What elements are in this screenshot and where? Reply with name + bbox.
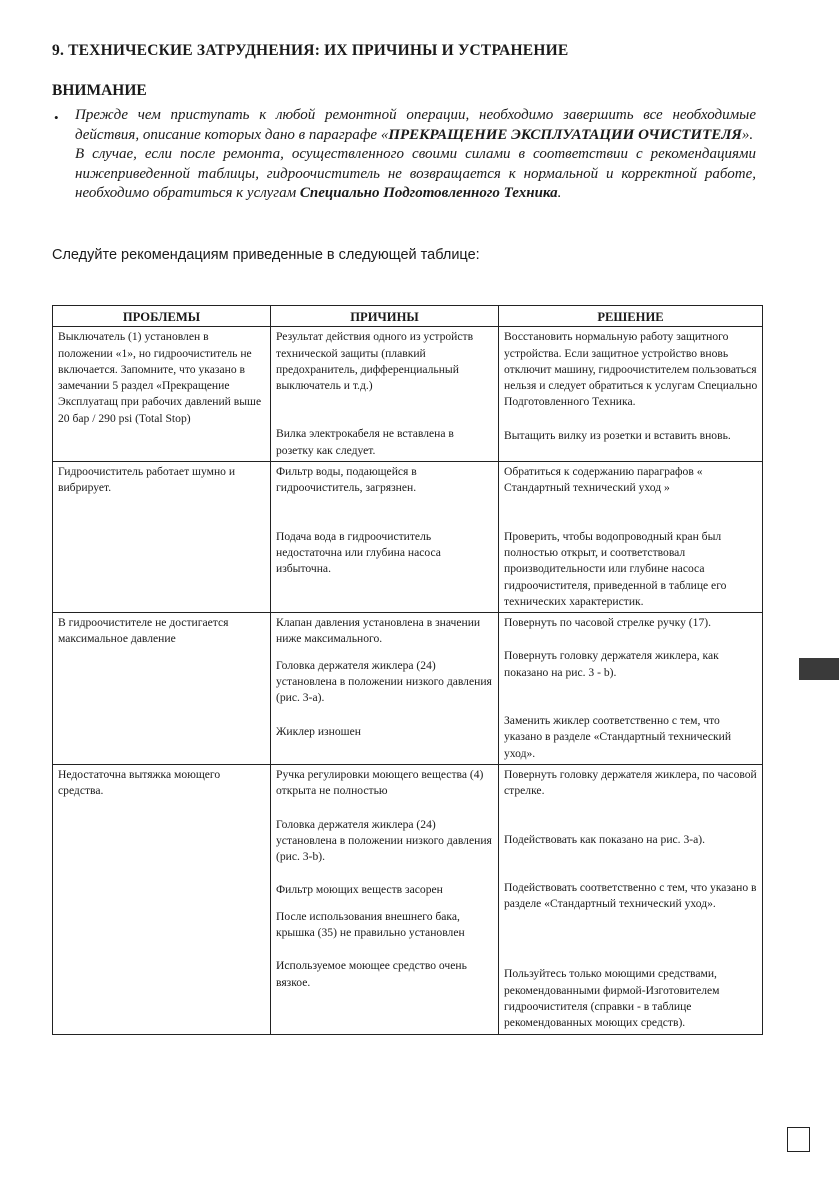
table-row — [53, 764, 763, 1034]
solution-cell: Повернуть по часовой стрелке ручку (17). Повернуть головку держателя жиклера, как показано на рис. 3 - b). Заменить жиклер соответственно с тем, что указано в разделе «Стандартный технический уход». — [499, 613, 763, 765]
bullet-icon: • — [54, 110, 59, 125]
cause-cell: Клапан давления установлена в значении ниже максимального. Головка держателя жиклера (24) установлена в положении низкого давления (рис. 3-а). Жиклер изношен — [271, 613, 499, 765]
solution-cell: Повернуть головку держателя жиклера, по часовой стрелке. Подействовать как показано на рис. 3-а). Подействовать соответственно с тем, что указано в разделе «Стандартный технический уход». Пользуйтесь только моющими средствами, рекомендованными фирмой-Изготовителем гидроочистителя (справки - в таблице рекомендованных моющих средств). — [499, 764, 763, 1034]
page-number-box — [787, 1127, 810, 1152]
cause-cell: Ручка регулировки моющего вещества (4) открыта не полностью Головка держателя жиклера (24) установлена в положении низкого давления (рис. 3-b). Фильтр моющих веществ засорен После использования внешнего бака, крышка (35) не правильно установлен Используемое моющее средство очень вязкое. — [271, 764, 499, 1034]
table-intro: Следуйте рекомендациям приведенные в следующей таблице: — [52, 247, 480, 263]
warning-paragraph-2: В случае, если после ремонта, осуществленного своими силами в соответствии с рекомендациями нижеприведенной таблицы, гидроочиститель не возвращается к нормальной и корректной работе, необходимо обратиться к услугам Специально Подготовленного Техника. — [75, 146, 756, 201]
section-heading: 9. ТЕХНИЧЕСКИЕ ЗАТРУДНЕНИЯ: ИХ ПРИЧИНЫ И УСТРАНЕНИЕ — [52, 42, 569, 59]
cause-cell: Фильтр воды, подающейся в гидроочиститель, загрязнен. Подача вода в гидроочиститель недостаточна или глубина насоса избыточна. — [271, 462, 499, 613]
problem-cell: Гидроочиститель работает шумно и вибрирует. — [53, 462, 271, 613]
problem-cell: Выключатель (1) установлен в положении «1», но гидроочиститель не включается. Запомните, что указано в замечании 5 раздел «Прекращение Эксплуатащ при рабочих давлений выше 20 бар / 290 psi (Total Stop) — [53, 327, 271, 462]
header-problems: ПРОБЛЕМЫ — [53, 306, 271, 327]
troubleshooting-table — [52, 305, 763, 1035]
table-header-row — [53, 306, 763, 327]
table-row — [53, 327, 763, 462]
warning-paragraph-1: Прежде чем приступать к любой ремонтной операции, необходимо завершить все необходимые действия, описание которых дано в параграфе «ПРЕКРАЩЕНИЕ ЭКСПЛУАТАЦИИ ОЧИСТИТЕЛЯ». — [75, 107, 756, 143]
warning-title: ВНИМАНИЕ — [52, 82, 147, 99]
warning-block — [75, 106, 756, 204]
cause-cell: Результат действия одного из устройств технической защиты (плавкий предохранитель, дифференциальный выключатель и т.д.) Вилка электрокабеля не вставлена в розетку как следует. — [271, 327, 499, 462]
solution-cell: Восстановить нормальную работу защитного устройства. Если защитное устройство вновь отключит машину, гидроочистителем пользоваться нельзя и следует обратиться к услугам Специально Подготовленного Техника. Вытащить вилку из розетки и вставить вновь. — [499, 327, 763, 462]
header-causes: ПРИЧИНЫ — [271, 306, 499, 327]
section-tab-marker — [799, 658, 839, 680]
header-solutions: РЕШЕНИЕ — [499, 306, 763, 327]
problem-cell: Недостаточна вытяжка моющего средства. — [53, 764, 271, 1034]
solution-cell: Обратиться к содержанию параграфов « Стандартный технический уход » Проверить, чтобы водопроводный кран был полностью открыт, и соответствовал производительности или глубине насоса гидроочистителя, приведенной в таблице его технических характеристик. — [499, 462, 763, 613]
table-row — [53, 613, 763, 765]
problem-cell: В гидроочистителе не достигается максимальное давление — [53, 613, 271, 765]
table-row — [53, 462, 763, 613]
